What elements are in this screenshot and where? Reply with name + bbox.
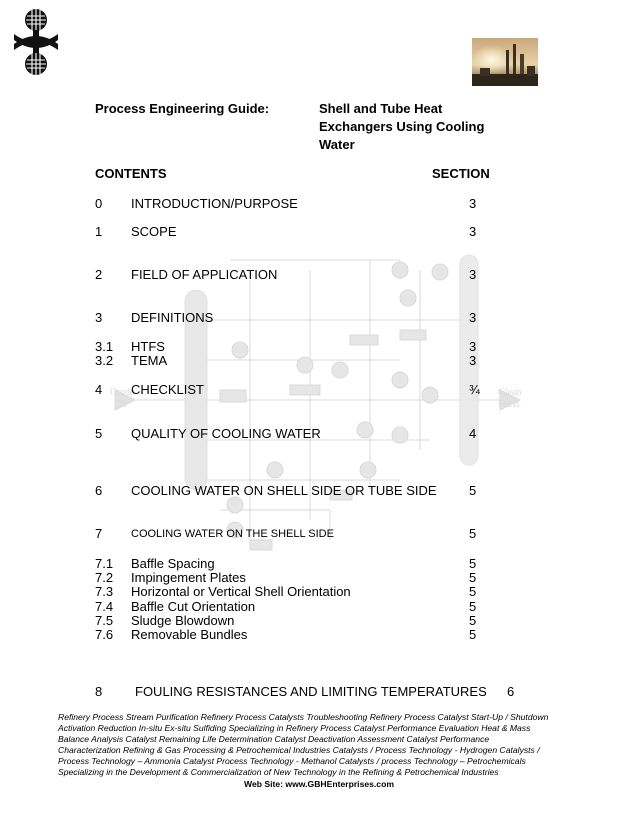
toc-title: DEFINITIONS [131, 310, 214, 325]
toc-title: HTFS [131, 339, 165, 354]
refinery-photo [472, 38, 538, 86]
toc-number: 2 [95, 267, 103, 282]
toc-number: 3.1 [95, 339, 114, 354]
watermark-left-label-2: Oil [114, 399, 127, 410]
process-flow-watermark [100, 240, 550, 560]
watermark-right-label-1: Clean [498, 387, 522, 398]
toc-number: 7.4 [95, 599, 114, 614]
footer-line: Refinery Process Stream Purification Refinery Process Catalysts Troubleshooting Refinery Process Catalyst Start-Up / Shutdown [58, 712, 549, 722]
toc-number: 8 [95, 684, 103, 699]
toc-section: 3 [469, 196, 477, 211]
document-title-line-1: Shell and Tube Heat [319, 101, 443, 116]
toc-number: 7 [95, 526, 103, 541]
toc-number: 7.6 [95, 627, 114, 642]
toc-title: Baffle Cut Orientation [131, 599, 256, 614]
footer-line: Specializing in the Development & Commercialization of New Technology in the Refining & Petrochemical Industries [58, 767, 499, 777]
toc-number: 1 [95, 224, 103, 239]
company-logo [12, 6, 60, 78]
toc-title: FIELD OF APPLICATION [131, 267, 278, 282]
footer-line: Process Technology – Ammonia Catalyst Process Technology - Methanol Catalysts / process Technology – Petrochemicals [58, 756, 526, 766]
toc-number: 7.5 [95, 613, 114, 628]
toc-section: 3 [469, 224, 477, 239]
toc-title: Sludge Blowdown [131, 613, 235, 628]
toc-number: 4 [95, 382, 103, 397]
toc-section: 5 [469, 556, 477, 571]
toc-section: 6 [507, 684, 515, 699]
toc-title: CHECKLIST [131, 382, 204, 397]
watermark-left-label-1: Crude [110, 387, 135, 398]
document-title-line-2: Exchangers Using Cooling [319, 119, 485, 134]
toc-section: 5 [469, 526, 477, 541]
toc-section: 5 [469, 627, 477, 642]
toc-number: 6 [95, 483, 103, 498]
toc-section: 5 [469, 483, 477, 498]
toc-title: FOULING RESISTANCES AND LIMITING TEMPERATURES [135, 684, 487, 699]
toc-section: ¾ [469, 382, 480, 397]
toc-section: 5 [469, 599, 477, 614]
guide-label: Process Engineering Guide: [95, 101, 270, 116]
toc-title: COOLING WATER ON THE SHELL SIDE [131, 528, 334, 540]
footer-text [58, 712, 548, 778]
footer-line: Balance Analysis Catalyst Remaining Life Determination Catalyst Deactivation Assessment Catalyst Performance [58, 734, 490, 744]
toc-title: TEMA [131, 353, 168, 368]
toc-title: Horizontal or Vertical Shell Orientation [131, 584, 351, 599]
watermark-right-label-2: Fuels [498, 399, 520, 410]
section-heading: SECTION [432, 166, 490, 181]
toc-number: 0 [95, 196, 103, 211]
toc-section: 3 [469, 353, 477, 368]
toc-section: 5 [469, 584, 477, 599]
website-link[interactable]: Web Site: www.GBHEnterprises.com [244, 779, 394, 789]
toc-number: 5 [95, 426, 103, 441]
toc-title: Impingement Plates [131, 570, 246, 585]
toc-number: 7.2 [95, 570, 114, 585]
toc-number: 7.3 [95, 584, 114, 599]
footer-line: Activation Reduction In-situ Ex-situ Sulfiding Specializing in Refinery Process Catalyst Performance Evaluation Heat & Mass [58, 723, 531, 733]
toc-section: 5 [469, 613, 477, 628]
toc-number: 7.1 [95, 556, 114, 571]
toc-number: 3 [95, 310, 103, 325]
toc-section: 3 [469, 339, 477, 354]
toc-title: SCOPE [131, 224, 177, 239]
footer-line: Characterization Refining & Gas Processing & Petrochemical Industries Catalysts / Process Technology - Hydrogen Catalysts / [58, 745, 540, 755]
document-title-line-3: Water [319, 137, 355, 152]
toc-title: QUALITY OF COOLING WATER [131, 426, 321, 441]
toc-section: 3 [469, 310, 477, 325]
contents-heading: CONTENTS [95, 166, 167, 181]
toc-number: 3.2 [95, 353, 114, 368]
toc-section: 4 [469, 426, 477, 441]
toc-title: Removable Bundles [131, 627, 248, 642]
toc-section: 3 [469, 267, 477, 282]
toc-title: Baffle Spacing [131, 556, 215, 571]
toc-title: COOLING WATER ON SHELL SIDE OR TUBE SIDE [131, 483, 437, 498]
toc-title: INTRODUCTION/PURPOSE [131, 196, 298, 211]
toc-section: 5 [469, 570, 477, 585]
